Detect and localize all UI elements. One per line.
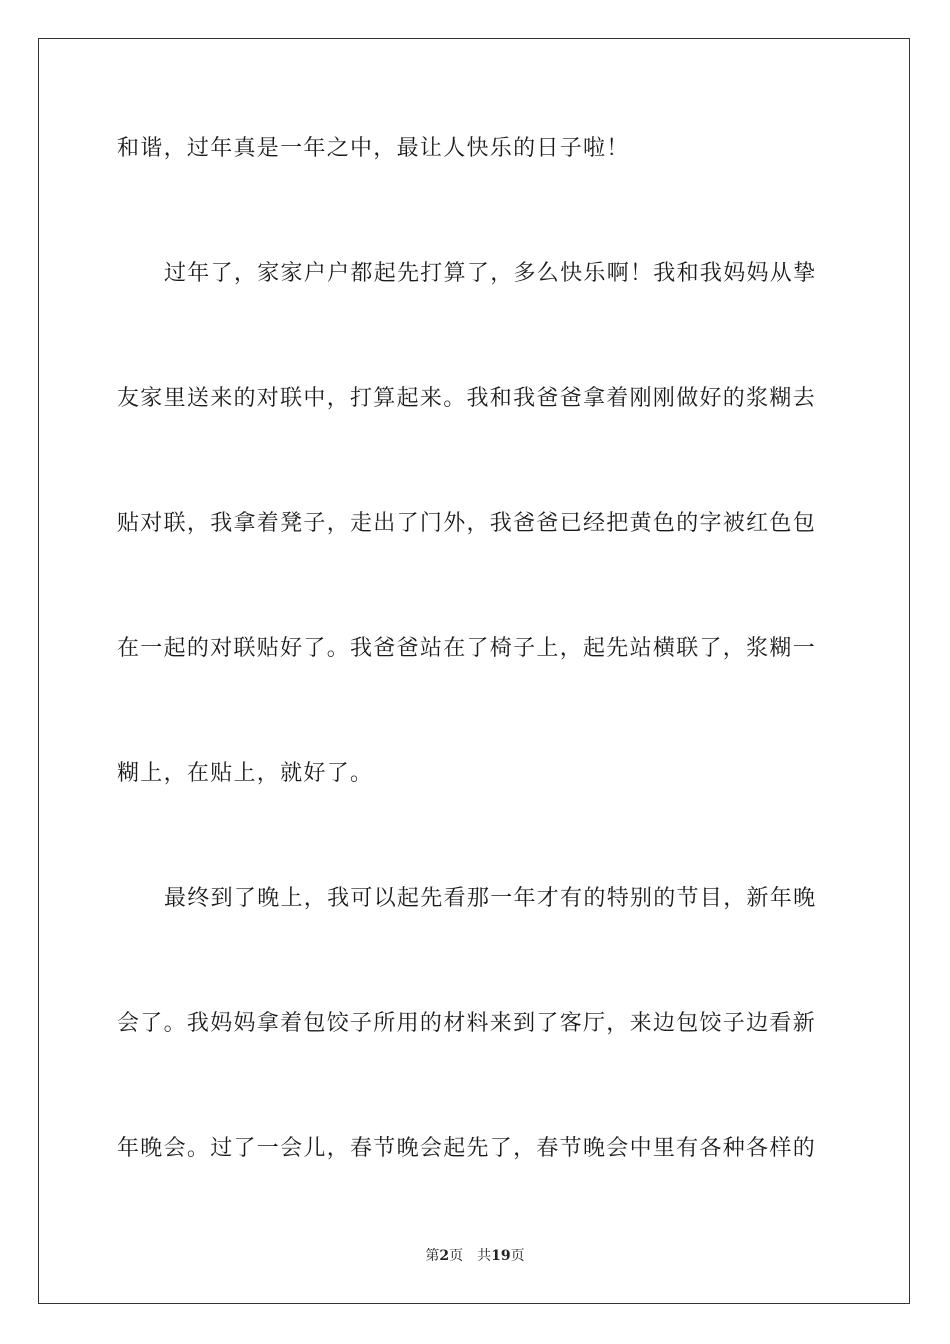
- page-prefix: 第: [425, 1248, 440, 1264]
- paragraph-line-8: 会了。我妈妈拿着包饺子所用的材料来到了客厅，来边包饺子边看新: [117, 1011, 817, 1036]
- paragraph-line-6: 糊上，在贴上，就好了。: [117, 761, 374, 786]
- total-pages: 19: [491, 1248, 511, 1264]
- page-footer: [0, 1246, 950, 1266]
- paragraph-line-9: 年晚会。过了一会儿，春节晚会起先了，春节晚会中里有各种各样的: [117, 1136, 817, 1161]
- page-number: 2: [439, 1248, 450, 1264]
- paragraph-line-2: 过年了，家家户户都起先打算了，多么快乐啊！我和我妈妈从挚: [164, 261, 817, 286]
- total-suffix: 页: [510, 1248, 525, 1264]
- paragraph-line-4: 贴对联，我拿着凳子，走出了门外，我爸爸已经把黄色的字被红色包: [117, 511, 817, 536]
- total-prefix: 共: [477, 1248, 492, 1264]
- paragraph-line-3: 友家里送来的对联中，打算起来。我和我爸爸拿着刚刚做好的浆糊去: [117, 386, 817, 411]
- page-frame: [38, 38, 910, 1304]
- page-suffix: 页: [449, 1248, 464, 1264]
- paragraph-line-7: 最终到了晚上，我可以起先看那一年才有的特别的节目，新年晚: [164, 886, 817, 911]
- paragraph-line-1: 和谐，过年真是一年之中，最让人快乐的日子啦！: [117, 136, 630, 161]
- paragraph-line-5: 在一起的对联贴好了。我爸爸站在了椅子上，起先站横联了，浆糊一: [117, 636, 817, 661]
